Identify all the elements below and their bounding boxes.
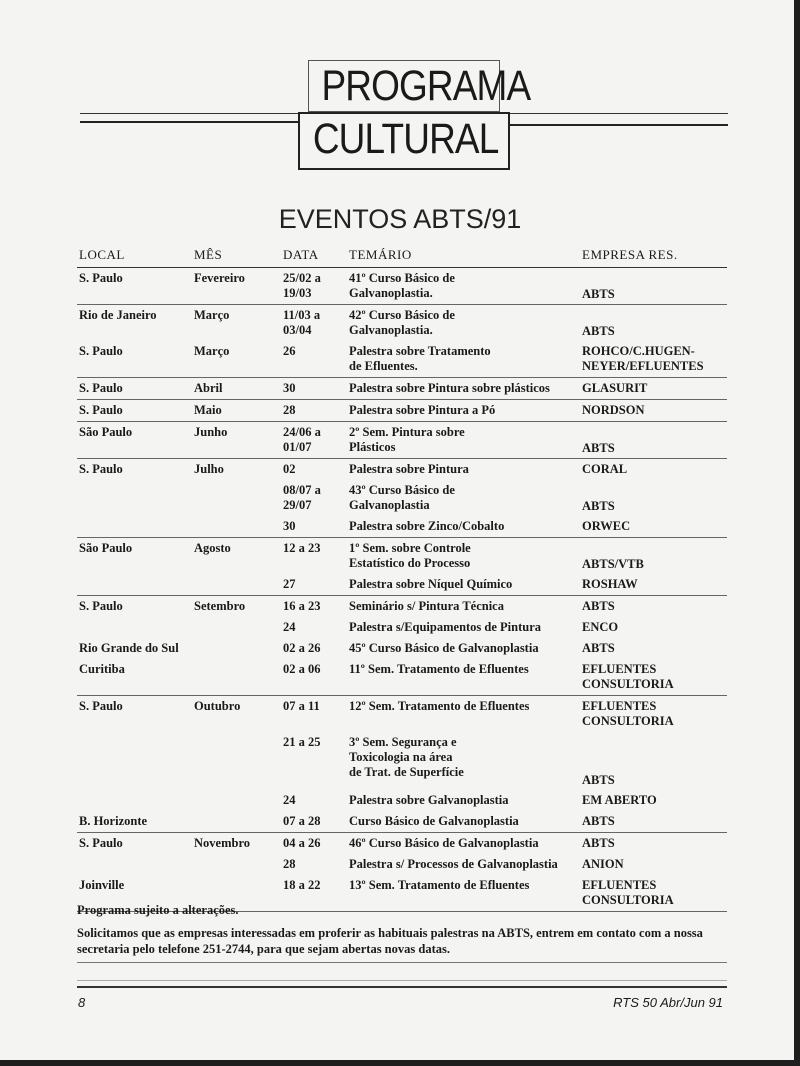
row-temario: Palestra s/ Processos de Galvanoplastia: [349, 857, 558, 871]
row-empresa: ABTS: [582, 836, 615, 850]
row-empresa: ROSHAW: [582, 577, 638, 591]
row-data: 30: [283, 381, 296, 395]
table-row: [77, 696, 727, 732]
column-header-local: LOCAL: [79, 247, 125, 262]
table-row: [77, 268, 727, 304]
table-row: [77, 305, 727, 341]
row-empresa: ROHCO/C.HUGEN- NEYER/EFLUENTES: [582, 344, 704, 373]
column-header-empresa: EMPRESA RES.: [582, 247, 678, 262]
page-edge-bottom: [0, 1060, 800, 1066]
table-row: [77, 422, 727, 458]
row-temario: Palestra s/Equipamentos de Pintura: [349, 620, 542, 634]
table-row-group: [77, 305, 727, 378]
row-local: S. Paulo: [79, 344, 123, 358]
row-local: S. Paulo: [79, 836, 123, 850]
note-contact: Solicitamos que as empresas interessadas em proferir as habituais palestras na ABTS, entrem em contato com a nossa secretaria pelo telefone 251-2744, para que sejam abertas novas datas.: [77, 926, 703, 956]
page-title: EVENTOS ABTS/91: [278, 204, 522, 234]
events-table: [77, 246, 727, 912]
row-empresa: ABTS: [582, 599, 615, 613]
row-empresa: EFLUENTES CONSULTORIA: [582, 662, 674, 691]
row-mes: Julho: [194, 462, 224, 476]
row-temario: Palestra sobre Níquel Químico: [349, 577, 513, 591]
row-local: São Paulo: [79, 541, 133, 555]
row-data: 08/07 a 29/07: [283, 483, 321, 512]
row-empresa: ABTS: [582, 499, 615, 513]
table-row: [77, 638, 727, 659]
row-data: 24/06 a 01/07: [283, 425, 321, 454]
row-mes: Agosto: [194, 541, 231, 555]
footer-rule: [77, 980, 727, 981]
row-data: 24: [283, 620, 296, 634]
header-rule: [80, 113, 298, 114]
row-empresa: EFLUENTES CONSULTORIA: [582, 699, 674, 728]
row-empresa: EFLUENTES CONSULTORIA: [582, 878, 674, 907]
row-empresa: CORAL: [582, 462, 628, 476]
footer-rule: [77, 986, 727, 988]
row-temario: 3º Sem. Segurança e Toxicologia na área de Trat. de Superfície: [349, 735, 464, 779]
row-data: 28: [283, 857, 296, 871]
row-mes: Maio: [194, 403, 222, 417]
row-data: 02 a 06: [283, 662, 321, 676]
column-header-data: DATA: [283, 247, 319, 262]
table-body: [77, 268, 727, 912]
row-mes: Março: [194, 344, 230, 358]
row-temario: Palestra sobre Pintura sobre plásticos: [349, 381, 550, 395]
table-row: [77, 516, 727, 537]
table-row-group: [77, 400, 727, 422]
row-local: São Paulo: [79, 425, 133, 439]
row-data: 16 a 23: [283, 599, 321, 613]
column-header-mes: MÊS: [194, 247, 223, 262]
row-data: 25/02 a 19/03: [283, 271, 321, 300]
row-empresa: GLASURIT: [582, 381, 648, 395]
row-temario: Curso Básico de Galvanoplastia: [349, 814, 519, 828]
header-rule: [80, 121, 298, 123]
table-row-group: [77, 268, 727, 305]
row-empresa: ORWEC: [582, 519, 631, 533]
row-empresa: ABTS: [582, 324, 615, 338]
table-row-group: [77, 378, 727, 400]
row-data: 07 a 28: [283, 814, 321, 828]
row-data: 07 a 11: [283, 699, 320, 713]
row-data: 21 a 25: [283, 735, 321, 749]
row-data: 26: [283, 344, 296, 358]
row-temario: 46º Curso Básico de Galvanoplastia: [349, 836, 539, 850]
row-temario: 41º Curso Básico de Galvanoplastia.: [349, 271, 455, 300]
row-temario: Palestra sobre Pintura: [349, 462, 469, 476]
row-empresa: ENCO: [582, 620, 619, 634]
row-temario: 43º Curso Básico de Galvanoplastia: [349, 483, 455, 512]
column-header-temario: TEMÁRIO: [349, 247, 412, 262]
table-row: [77, 854, 727, 875]
row-data: 30: [283, 519, 296, 533]
page-number: 8: [78, 995, 86, 1010]
row-data: 12 a 23: [283, 541, 321, 555]
row-mes: Junho: [194, 425, 228, 439]
issue-label: RTS 50 Abr/Jun 91: [613, 995, 723, 1010]
row-empresa: ABTS: [582, 287, 615, 301]
row-temario: Palestra sobre Tratamento de Efluentes.: [349, 344, 491, 373]
row-local: Rio de Janeiro: [79, 308, 157, 322]
row-temario: 2º Sem. Pintura sobre Plásticos: [349, 425, 465, 454]
row-mes: Abril: [194, 381, 223, 395]
row-local: S. Paulo: [79, 699, 123, 713]
table-row-group: [77, 696, 727, 833]
row-temario: 13º Sem. Tratamento de Efluentes: [349, 878, 530, 892]
row-temario: 12º Sem. Tratamento de Efluentes: [349, 699, 530, 713]
row-empresa: NORDSON: [582, 403, 645, 417]
row-mes: Setembro: [194, 599, 246, 613]
table-row: [77, 459, 727, 480]
row-local: Rio Grande do Sul: [79, 641, 179, 655]
row-temario: Seminário s/ Pintura Técnica: [349, 599, 504, 613]
row-temario: Palestra sobre Zinco/Cobalto: [349, 519, 505, 533]
row-empresa: ABTS/VTB: [582, 557, 644, 571]
row-data: 11/03 a 03/04: [283, 308, 321, 337]
table-row: [77, 400, 727, 421]
row-local: Joinville: [79, 878, 125, 892]
table-row: [77, 341, 727, 377]
row-data: 18 a 22: [283, 878, 321, 892]
row-data: 27: [283, 577, 296, 591]
table-row: [77, 538, 727, 574]
table-row: [77, 480, 727, 516]
row-empresa: EM ABERTO: [582, 793, 657, 807]
table-row-group: [77, 596, 727, 696]
table-row: [77, 596, 727, 617]
table-header: [77, 246, 727, 268]
table-row: [77, 833, 727, 854]
row-empresa: ANION: [582, 857, 624, 871]
page-edge-right: [794, 0, 800, 1066]
row-temario: 1º Sem. sobre Controle Estatístico do Processo: [349, 541, 471, 570]
header-rule: [510, 113, 728, 114]
table-row-group: [77, 459, 727, 538]
table-row-group: [77, 833, 727, 912]
row-local: S. Paulo: [79, 599, 123, 613]
row-data: 02 a 26: [283, 641, 321, 655]
row-empresa: ABTS: [582, 773, 615, 787]
table-row: [77, 617, 727, 638]
row-temario: 11º Sem. Tratamento de Efluentes: [349, 662, 529, 676]
header-rule: [510, 124, 728, 126]
logo-line2: CULTURAL: [312, 115, 499, 163]
row-empresa: ABTS: [582, 814, 615, 828]
row-empresa: ABTS: [582, 641, 615, 655]
table-row: [77, 732, 727, 790]
row-local: S. Paulo: [79, 271, 123, 285]
row-local: B. Horizonte: [79, 814, 148, 828]
table-row: [77, 790, 727, 811]
row-temario: Palestra sobre Galvanoplastia: [349, 793, 509, 807]
row-mes: Outubro: [194, 699, 241, 713]
row-local: Curitiba: [79, 662, 125, 676]
table-row: [77, 378, 727, 399]
row-data: 24: [283, 793, 296, 807]
row-data: 02: [283, 462, 296, 476]
table-row-group: [77, 422, 727, 459]
row-data: 28: [283, 403, 296, 417]
row-empresa: ABTS: [582, 441, 615, 455]
table-row: [77, 811, 727, 832]
row-local: S. Paulo: [79, 403, 123, 417]
note-subject-to-change: Programa sujeito a alterações.: [77, 903, 239, 917]
row-local: S. Paulo: [79, 381, 123, 395]
logo-line1: PROGRAMA: [321, 62, 531, 110]
row-data: 04 a 26: [283, 836, 321, 850]
row-mes: Novembro: [194, 836, 251, 850]
table-row-group: [77, 538, 727, 596]
row-mes: Fevereiro: [194, 271, 245, 285]
row-mes: Março: [194, 308, 230, 322]
row-local: S. Paulo: [79, 462, 123, 476]
footer-rule: [77, 962, 727, 963]
table-row: [77, 574, 727, 595]
row-temario: Palestra sobre Pintura a Pó: [349, 403, 496, 417]
table-row: [77, 659, 727, 695]
row-temario: 42º Curso Básico de Galvanoplastia.: [349, 308, 455, 337]
row-temario: 45º Curso Básico de Galvanoplastia: [349, 641, 539, 655]
